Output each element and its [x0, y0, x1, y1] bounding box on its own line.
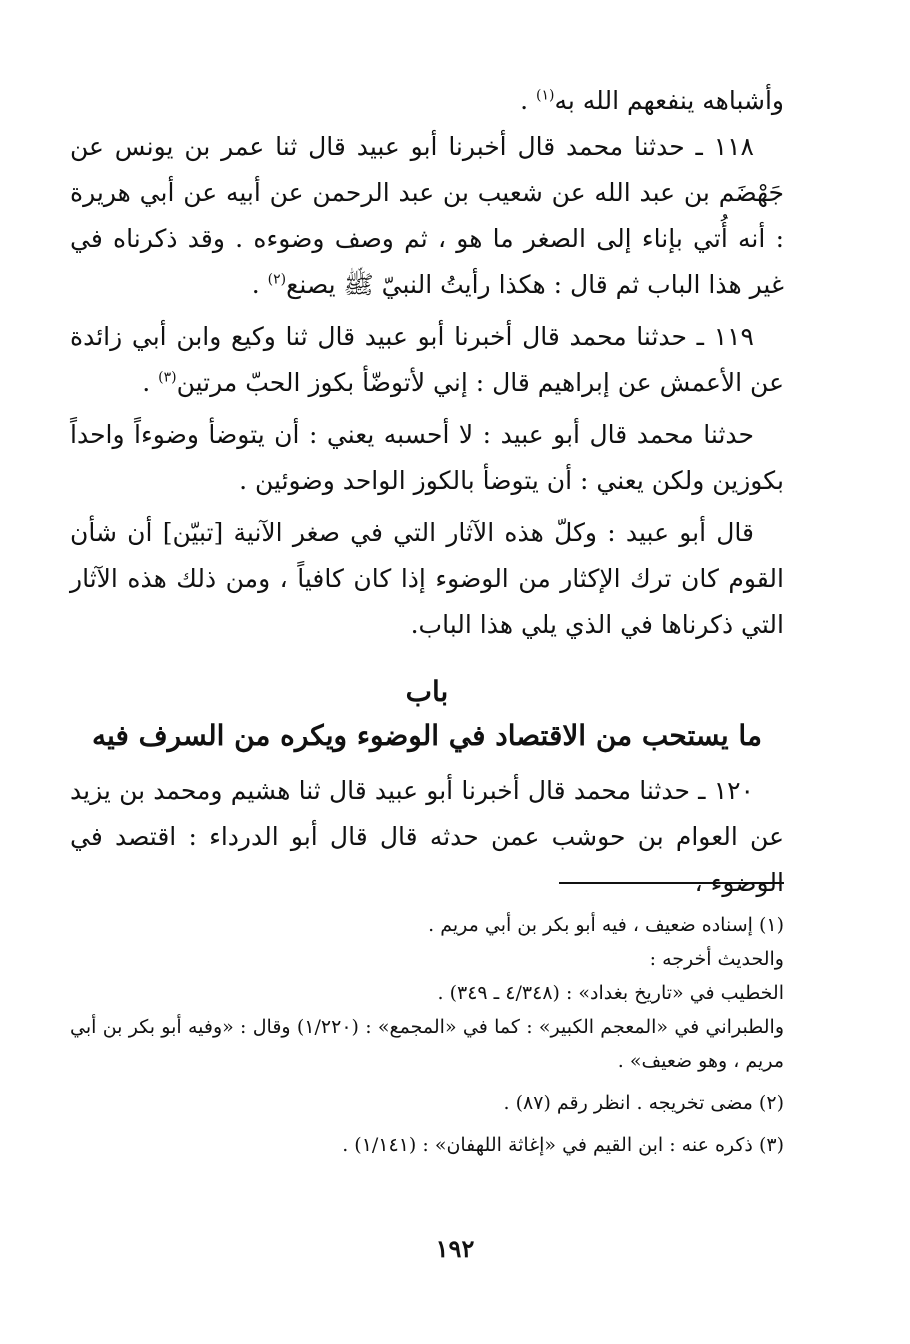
footnote-separator — [559, 882, 784, 884]
chapter-label: باب — [405, 675, 449, 708]
paragraph-text: حدثنا محمد قال أبو عبيد : لا أحسبه يعني : أن يتوضأ وضوءاً واحداً بكوزين ولكن يعني : أن يتوضأ بالكوز الواحد وضوئين . — [70, 420, 784, 495]
paragraph-1 — [70, 78, 784, 124]
hadith-118 — [70, 124, 784, 308]
footnote-2: (٢) مضى تخريجه . انظر رقم (٨٧) . — [503, 1092, 784, 1114]
paragraph-tail: . — [251, 270, 268, 299]
footnote-ref-1[interactable]: (١) — [536, 87, 555, 104]
footnote-1-line-3: الخطيب في «تاريخ بغداد» : (٤/٣٤٨ ـ ٣٤٩) . — [437, 982, 784, 1004]
paragraph-tail: . — [520, 86, 536, 115]
hadith-120 — [70, 768, 784, 906]
hadith-119 — [70, 314, 784, 406]
commentary-paragraph — [70, 412, 784, 504]
paragraph-text: ١١٨ ـ حدثنا محمد قال أخبرنا أبو عبيد قال ثنا عمر بن يونس عن جَهْضَم بن عبد الله عن شعيب بن عبد الرحمن عن أبيه عن أبي هريرة : أنه أُتي بإناء إلى الصغر ما هو ، ثم وصف وضوءه . وقد ذكرناه في غير هذا الباب ثم قال : هكذا رأيتُ النبيّ ﷺ يصنع — [70, 132, 784, 299]
page-body — [70, 78, 784, 906]
abu-ubaid-paragraph — [70, 510, 784, 648]
footnotes — [70, 908, 784, 1162]
chapter-title: ما يستحب من الاقتصاد في الوضوء ويكره من السرف فيه — [92, 719, 762, 752]
footnote-1-line-1: (١) إسناده ضعيف ، فيه أبو بكر بن أبي مريم . — [428, 914, 784, 936]
footnote-ref-3[interactable]: (٣) — [158, 369, 177, 386]
footnote-ref-2[interactable]: (٢) — [267, 271, 287, 288]
main-text — [70, 78, 784, 906]
paragraph-text: وأشباهه ينفعهم الله به — [554, 86, 784, 115]
footnote-1-line-2: والحديث أخرجه : — [649, 948, 784, 970]
paragraph-text: ١٢٠ ـ حدثنا محمد قال أخبرنا أبو عبيد قال ثنا هشيم ومحمد بن يزيد عن العوام بن حوشب عمن حدثه قال قال أبو الدرداء : اقتصد في الوضوء ، — [70, 776, 784, 897]
footnote-3: (٣) ذكره عنه : ابن القيم في «إغاثة اللهفان» : (١/١٤١) . — [342, 1134, 784, 1156]
footnote-1-line-4: والطبراني في «المعجم الكبير» : كما في «المجمع» : (١/٢٢٠) وقال : «وفيه أبو بكر بن أبي مريم ، وهو ضعيف» . — [70, 1016, 784, 1072]
paragraph-text: ١١٩ ـ حدثنا محمد قال أخبرنا أبو عبيد قال ثنا وكيع وابن أبي زائدة عن الأعمش عن إبراهيم قال : إني لأتوضّأ بكوز الحبّ مرتين — [70, 322, 784, 397]
page-number: ١٩٢ — [435, 1234, 475, 1263]
chapter-heading — [70, 670, 784, 758]
paragraph-text: قال أبو عبيد : وكلّ هذه الآثار التي في صغر الآنية [تبيّن] أن شأن القوم كان ترك الإكثار من الوضوء إذا كان كافياً ، ومن ذلك هذه الآثار التي ذكرناها في الذي يلي هذا الباب. — [70, 518, 784, 639]
paragraph-tail: . — [142, 368, 159, 397]
